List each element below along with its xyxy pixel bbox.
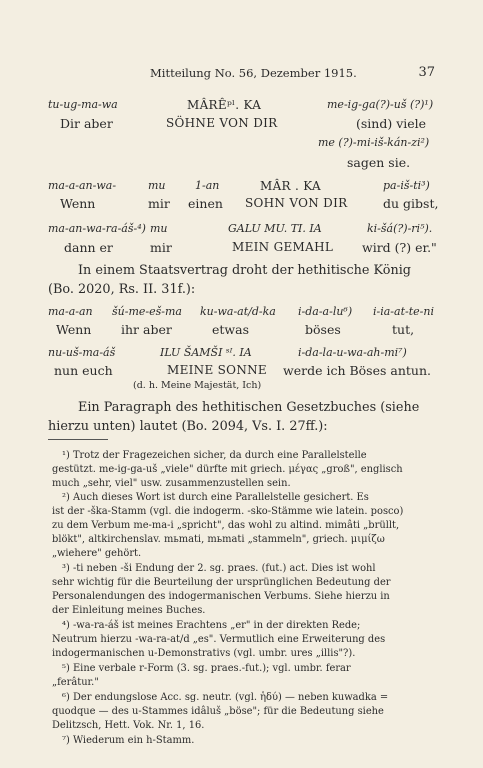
- translation-word: (sind) viele: [356, 116, 427, 131]
- translit-word: i-ia-at-te-ni: [373, 305, 434, 318]
- translit-word: pa-iš-ti³): [383, 179, 430, 192]
- footnote-line: ⁶) Der endungslose Acc. sg. neutr. (vgl. ἡδύ) — neben kuwadka =: [62, 692, 389, 703]
- translit-word: ma-a-an-wa-: [48, 179, 117, 192]
- translit-word: mu: [150, 222, 168, 235]
- footnote-line: ³) -ti neben -ši Endung der 2. sg. praes. (fut.) act. Dies ist wohl: [62, 563, 376, 574]
- translation-word: SÖHNE VON DIR: [166, 116, 278, 130]
- footnote-line: ¹) Trotz der Fragezeichen sicher, da durch eine Parallelstelle: [62, 450, 367, 461]
- translit-word: šú-me-eš-ma: [112, 305, 182, 318]
- paragraph-line: In einem Staatsvertrag droht der hethitische König: [78, 263, 412, 278]
- footnote-line: quodque — des u-Stammes idâluš „böse"; für die Bedeutung siehe: [52, 706, 384, 717]
- footnote-line: „wiehere" gehört.: [52, 548, 142, 559]
- translation-word: tut,: [392, 322, 415, 337]
- translit-word: ku-wa-at/d-ka: [200, 305, 276, 318]
- translation-word: du gibst,: [383, 196, 439, 211]
- translation-word: mir: [148, 196, 170, 211]
- translation-word: einen: [188, 196, 223, 211]
- page-number: 37: [418, 65, 435, 80]
- translit-word: me (?)-mi-iš-kán-zi²): [318, 136, 430, 149]
- translation-word: MEIN GEMAHL: [232, 240, 334, 254]
- translation-word: etwas: [212, 322, 249, 337]
- translation-word: sagen sie.: [347, 155, 411, 170]
- translation-word: böses: [305, 322, 341, 337]
- paragraph-line: hierzu unten) lautet (Bo. 2094, Vs. I. 27ff.):: [48, 419, 328, 434]
- logogram: GALU MU. TI. IA: [228, 222, 322, 235]
- body-paragraph: [48, 398, 438, 436]
- footnote-line: zu dem Verbum me-ma-i „spricht", das wohl zu altind. mimâti „brüllt,: [52, 520, 400, 531]
- footnote-line: „ferâtur.": [52, 677, 99, 688]
- footnote-line: ist der -ška-Stamm (vgl. die indogerm. -sko-Stämme wie latein. posco): [52, 506, 404, 517]
- gloss: (d. h. Meine Majestät, Ich): [133, 380, 262, 391]
- footnote-line: ²) Auch dieses Wort ist durch eine Parallelstelle gesichert. Es: [62, 492, 369, 503]
- footnote-line: der Einleitung meines Buches.: [52, 605, 206, 616]
- translation-word: werde ich Böses antun.: [283, 363, 431, 378]
- logogram: MÂR . KA: [260, 179, 321, 193]
- running-header: [0, 66, 483, 82]
- translation-word: SOHN VON DIR: [245, 196, 348, 210]
- translit-word: 1-an: [195, 179, 220, 192]
- translation-word: Dir aber: [60, 116, 113, 131]
- footnote-line: Delitzsch, Hett. Vok. Nr. 1, 16.: [52, 720, 205, 731]
- footnote-line: Personalendungen des indogermanischen Verbums. Siehe hierzu in: [52, 591, 390, 602]
- footnote-line: sehr wichtig für die Beurteilung der ursprünglichen Bedeutung der: [52, 577, 391, 588]
- paragraph-line: (Bo. 2020, Rs. II. 31f.):: [48, 282, 196, 297]
- paragraph-line: Ein Paragraph des hethitischen Gesetzbuches (siehe: [78, 400, 420, 415]
- translation-word: mir: [150, 240, 172, 255]
- translation-word: ihr aber: [121, 322, 172, 337]
- translation-word: nun euch: [54, 363, 113, 378]
- header-title: Mitteilung No. 56, Dezember 1915.: [150, 66, 357, 80]
- body-paragraph: [48, 261, 438, 299]
- logogram: MÂRÊᵖˡ. KA: [187, 98, 262, 112]
- footnote-line: much „sehr, viel" usw. zusammenzustellen sein.: [52, 478, 291, 489]
- footnote-divider: [48, 439, 108, 440]
- translit-word: tu-ug-ma-wa: [48, 98, 118, 111]
- translation-word: wird (?) er.": [362, 240, 437, 255]
- translation-word: dann er: [64, 240, 113, 255]
- translation-word: MEINE SONNE: [167, 363, 267, 377]
- logogram: ILU ŠAMŠI ˢᴵ. IA: [160, 346, 252, 359]
- footnote-line: indogermanischen u-Demonstrativs (vgl. umbr. ures „illis"?).: [52, 648, 356, 659]
- footnote-line: gestützt. me-ig-ga-uš „viele" dürfte mit griech. μέγας „groß", englisch: [52, 464, 403, 475]
- translit-word: ma-a-an: [48, 305, 93, 318]
- footnote-line: Neutrum hierzu -wa-ra-at/d „es". Vermutlich eine Erweiterung des: [52, 634, 386, 645]
- translit-word: ki-šá(?)-ri⁵).: [367, 222, 433, 235]
- footnote-line: ⁵) Eine verbale r-Form (3. sg. praes.-fut.); vgl. umbr. ferar: [62, 663, 351, 674]
- translit-word: i-da-a-lu⁶): [298, 305, 353, 318]
- translit-word: ma-an-wa-ra-áš-⁴): [48, 222, 146, 235]
- translit-word: me-ig-ga(?)-uš (?)¹): [327, 98, 434, 111]
- footnote-line: blökt", altkirchenslav. mьmati, mьmati „stammeln", griech. μιμίζω: [52, 534, 385, 545]
- footnote-line: ⁷) Wiederum ein h-Stamm.: [62, 735, 195, 746]
- footnote-line: ⁴) -wa-ra-áš ist meines Erachtens „er" in der direkten Rede;: [62, 620, 361, 631]
- translit-word: i-da-la-u-wa-ah-mi⁷): [298, 346, 407, 359]
- translation-word: Wenn: [60, 196, 96, 211]
- translit-word: nu-uš-ma-áš: [48, 346, 116, 359]
- translation-word: Wenn: [56, 322, 92, 337]
- translit-word: mu: [148, 179, 166, 192]
